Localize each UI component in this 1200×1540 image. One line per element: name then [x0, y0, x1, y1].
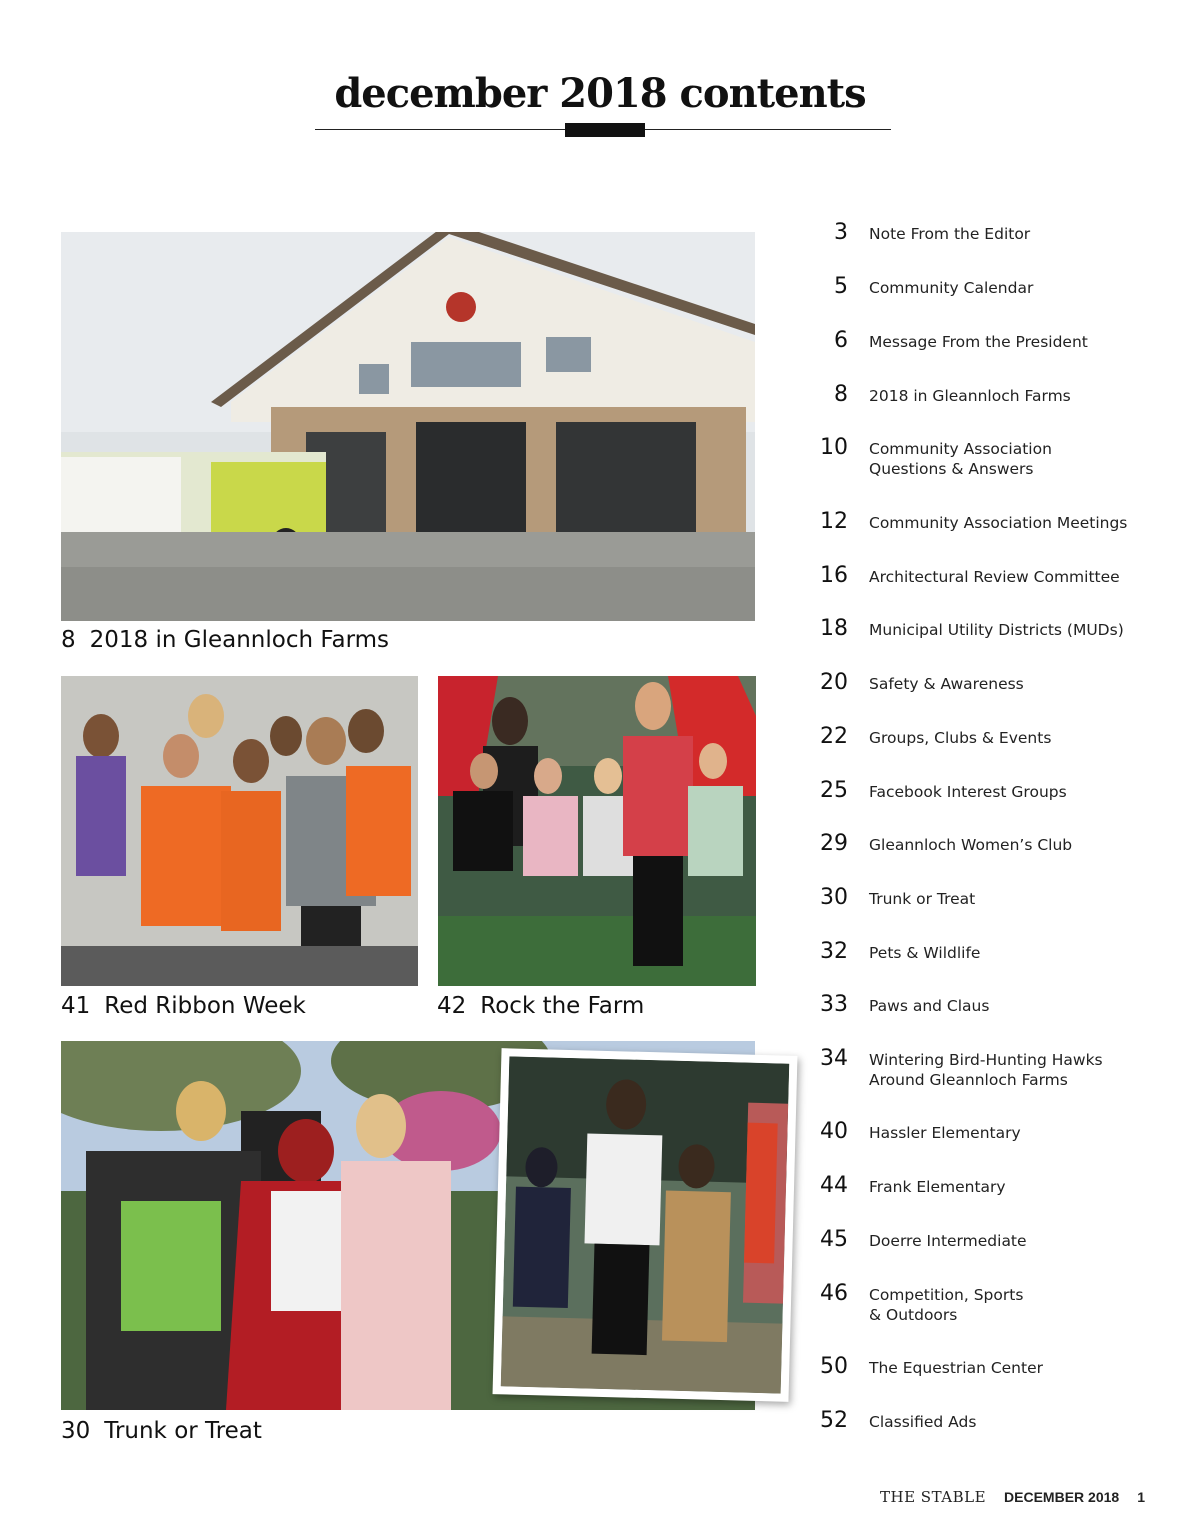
toc-page-number: 5 — [834, 274, 848, 299]
toc-title-line: Community Association — [869, 440, 1052, 458]
toc-title: Groups, Clubs & Events — [869, 729, 1052, 747]
toc-page-number: 20 — [820, 670, 848, 695]
toc-page-number: 18 — [820, 616, 848, 641]
title-rule-accent — [565, 123, 645, 137]
toc-page-number: 50 — [820, 1354, 848, 1379]
red-ribbon-week-photo — [61, 676, 418, 986]
toc-page-number: 25 — [820, 778, 848, 803]
feature-caption-red-ribbon — [61, 993, 306, 1019]
toc-page-number: 30 — [820, 885, 848, 910]
costume-kids-inset-photo — [493, 1048, 798, 1402]
feature-title: 2018 in Gleannloch Farms — [89, 627, 390, 653]
toc-title-line: Around Gleannloch Farms — [869, 1071, 1068, 1089]
toc-title-line: & Outdoors — [869, 1306, 958, 1324]
feature-page-number: 41 — [61, 993, 91, 1019]
toc-title: Gleannloch Women’s Club — [869, 836, 1073, 854]
toc-title: The Equestrian Center — [869, 1359, 1043, 1377]
toc-page-number: 52 — [820, 1408, 848, 1433]
toc-page-number: 46 — [820, 1281, 848, 1306]
feature-title: Rock the Farm — [480, 993, 645, 1019]
toc-page-number: 40 — [820, 1119, 848, 1144]
toc-title: Safety & Awareness — [869, 675, 1024, 693]
toc-title: Pets & Wildlife — [869, 944, 981, 962]
toc-title: Community Calendar — [869, 279, 1034, 297]
toc-page-number: 32 — [820, 939, 848, 964]
feature-caption-gleannloch — [61, 627, 389, 653]
toc-title-line: Questions & Answers — [869, 460, 1034, 478]
toc-title: Note From the Editor — [869, 225, 1031, 243]
toc-page-number: 3 — [834, 220, 848, 245]
toc-title: Doerre Intermediate — [869, 1232, 1027, 1250]
feature-caption-rock-the-farm — [437, 993, 644, 1019]
toc-title-line: Competition, Sports — [869, 1286, 1024, 1304]
toc-title: Community Association Meetings — [869, 514, 1128, 532]
toc-page-number: 16 — [820, 563, 848, 588]
toc-page-number: 45 — [820, 1227, 848, 1252]
page-footer — [880, 1488, 1145, 1506]
toc-title: Trunk or Treat — [869, 890, 976, 908]
toc-page-number: 34 — [820, 1046, 848, 1071]
feature-page-number: 30 — [61, 1418, 91, 1444]
toc-title: Municipal Utility Districts (MUDs) — [869, 621, 1124, 639]
toc-title-line: Wintering Bird-Hunting Hawks — [869, 1051, 1103, 1069]
toc-page-number: 12 — [820, 509, 848, 534]
toc-title: Frank Elementary — [869, 1178, 1006, 1196]
magazine-name: THE STABLE — [880, 1488, 987, 1506]
toc-page-number: 22 — [820, 724, 848, 749]
fire-station-photo — [61, 232, 755, 621]
toc-title: Hassler Elementary — [869, 1124, 1021, 1142]
toc-title — [869, 439, 1169, 479]
toc-title: 2018 in Gleannloch Farms — [869, 387, 1071, 405]
toc-title — [869, 1050, 1169, 1090]
feature-caption-trunk-or-treat — [61, 1418, 262, 1444]
toc-page-number: 8 — [834, 382, 848, 407]
toc-title: Facebook Interest Groups — [869, 783, 1067, 801]
toc-title: Message From the President — [869, 333, 1088, 351]
feature-title: Red Ribbon Week — [104, 993, 306, 1019]
issue-date: DECEMBER 2018 — [1004, 1489, 1120, 1505]
feature-page-number: 8 — [61, 627, 76, 653]
toc-page-number: 29 — [820, 831, 848, 856]
page-number: 1 — [1137, 1489, 1145, 1505]
toc-title: Architectural Review Committee — [869, 568, 1120, 586]
feature-title: Trunk or Treat — [104, 1418, 262, 1444]
toc-page-number: 44 — [820, 1173, 848, 1198]
page-title: december 2018 contents — [334, 70, 866, 117]
toc-page-number: 33 — [820, 992, 848, 1017]
feature-page-number: 42 — [437, 993, 467, 1019]
toc-title: Paws and Claus — [869, 997, 990, 1015]
rock-the-farm-photo — [438, 676, 756, 986]
toc-title: Classified Ads — [869, 1413, 977, 1431]
toc-page-number: 6 — [834, 328, 848, 353]
toc-title — [869, 1285, 1169, 1325]
toc-page-number: 10 — [820, 435, 848, 460]
